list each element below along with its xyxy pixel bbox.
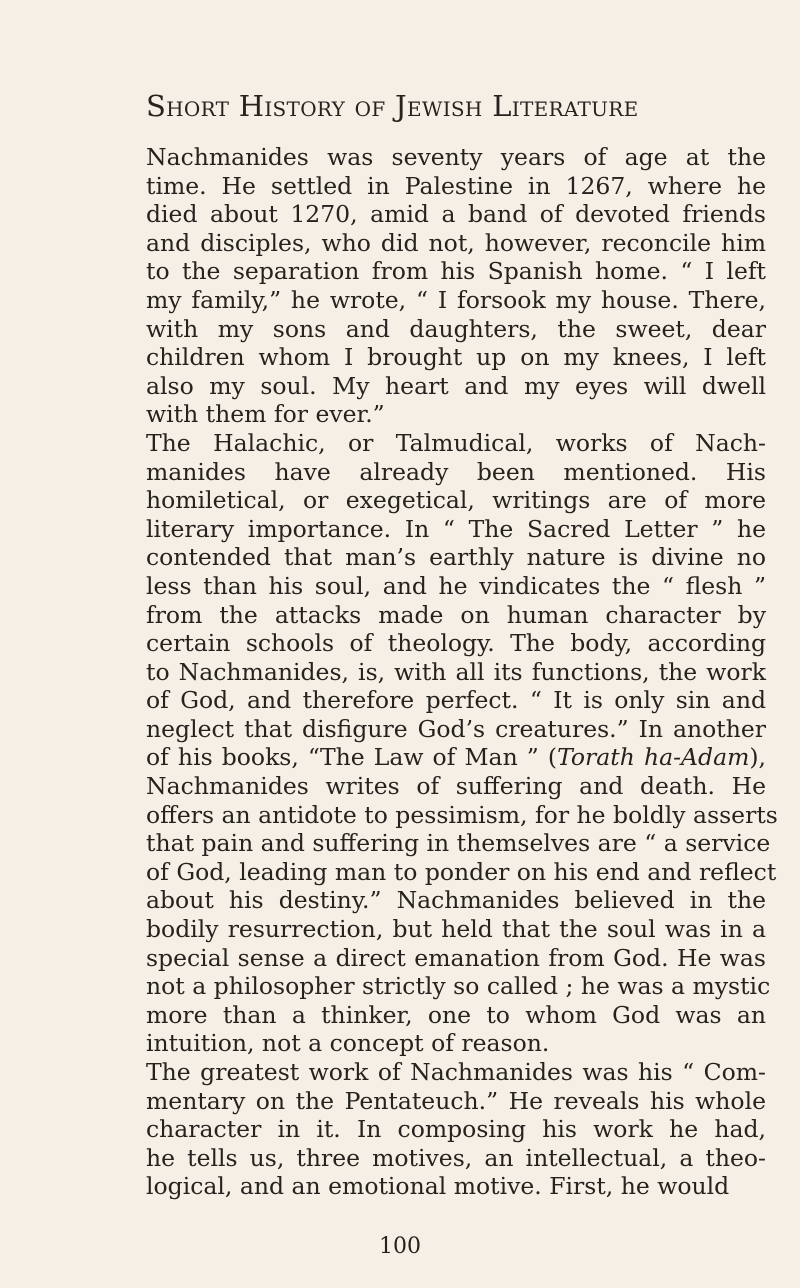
text-line: homiletical, or exegetical, writings are of more: [146, 486, 766, 515]
text-line: my family,” he wrote, “ I forsook my house. There,: [146, 285, 766, 314]
text-line: and disciples, who did not, however, reconcile him: [146, 228, 766, 257]
text-line: not a philosopher strictly so called ; he was a mystic: [146, 972, 771, 1001]
text-line: character in it. In composing his work he had,: [146, 1115, 766, 1144]
running-head: Short History of Jewish Literature: [146, 89, 639, 123]
text-line: children whom I brought up on my knees, I left: [146, 343, 766, 372]
body-text: [146, 143, 778, 1201]
text-line: logical, and an emotional motive. First, he would: [146, 1172, 730, 1201]
text-line: neglect that disfigure God’s creatures.” In another: [146, 714, 766, 743]
text-line: more than a thinker, one to whom God was an: [146, 1000, 766, 1029]
text-line: he tells us, three motives, an intellectual, a theo-: [146, 1143, 766, 1172]
text-line: with my sons and daughters, the sweet, dear: [146, 314, 766, 343]
text-line: that pain and suffering in themselves are “ a service: [146, 829, 771, 858]
text-line: bodily resurrection, but held that the soul was in a: [146, 915, 766, 944]
text-line: of God, leading man to ponder on his end and reflect: [146, 857, 777, 886]
text-line: intuition, not a concept of reason.: [146, 1029, 550, 1058]
text-line: to the separation from his Spanish home. “ I left: [146, 257, 766, 286]
page-number: 100: [379, 1234, 421, 1259]
text-line: contended that man’s earthly nature is divine no: [146, 543, 766, 572]
text-line: mentary on the Pentateuch.” He reveals his whole: [146, 1086, 766, 1115]
text-line: less than his soul, and he vindicates the “ flesh ”: [146, 571, 766, 600]
text-line: The greatest work of Nachmanides was his “ Com-: [146, 1058, 766, 1086]
text-line: manides have already been mentioned. His: [146, 457, 766, 486]
text-line: Nachmanides was seventy years of age at the: [146, 143, 766, 171]
text-line: also my soul. My heart and my eyes will dwell: [146, 371, 766, 400]
text-line: about his destiny.” Nachmanides believed in the: [146, 886, 766, 915]
text-line: of his books, “The Law of Man ” (Torath ha-Adam),: [146, 743, 767, 772]
text-line: to Nachmanides, is, with all its functions, the work: [146, 657, 766, 686]
text-line: time. He settled in Palestine in 1267, where he: [146, 171, 766, 200]
text-line: certain schools of theology. The body, according: [146, 629, 766, 658]
text-line: offers an antidote to pessimism, for he boldly asserts: [146, 800, 778, 829]
text-line: special sense a direct emanation from God. He was: [146, 943, 766, 972]
text-line: The Halachic, or Talmudical, works of Nach-: [146, 428, 766, 457]
text-line: of God, and therefore perfect. “ It is only sin and: [146, 686, 766, 715]
text-line: literary importance. In “ The Sacred Letter ” he: [146, 514, 766, 543]
text-line: with them for ever.”: [146, 400, 385, 429]
text-line: Nachmanides writes of suffering and death. He: [146, 772, 766, 801]
text-line: died about 1270, amid a band of devoted friends: [146, 200, 766, 229]
text-line: from the attacks made on human character by: [146, 600, 766, 629]
